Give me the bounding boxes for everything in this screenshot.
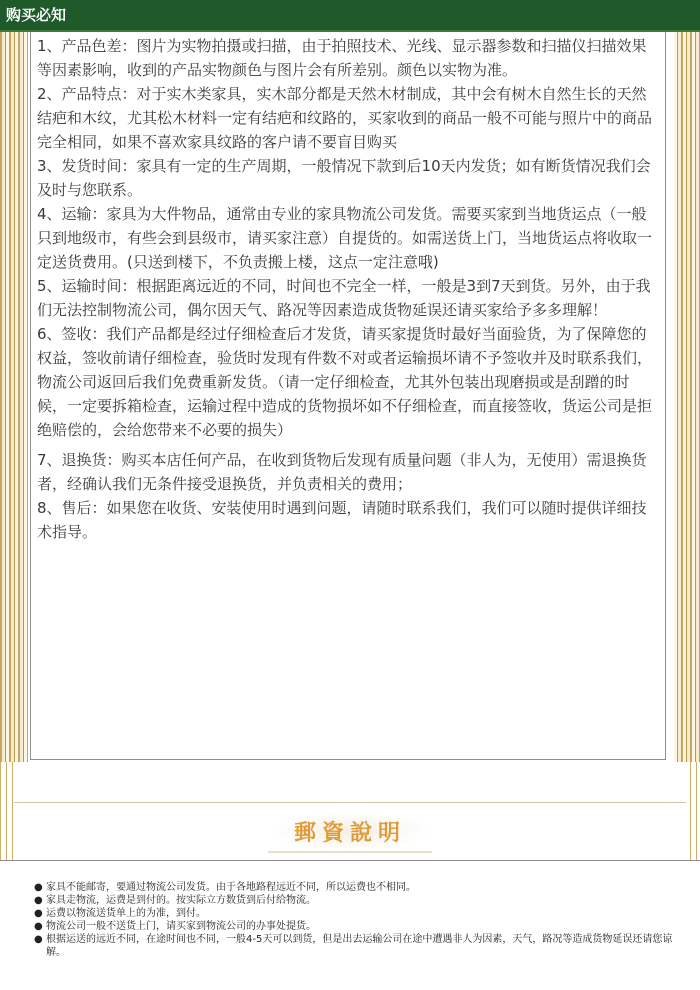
bullet-icon: ● xyxy=(34,882,43,893)
notice-returns: 7、退换货：购买本店任何产品，在收到货物后发现有质量问题（非人为，无使用）需退换货者，经确认我们无条件接受退换货，并负责相关的费用； xyxy=(37,451,647,493)
notice-transport: 4、运输：家具为大件物品，通常由专业的家具物流公司发货。需要买家到当地货运点（一般只到地级市，有些会到县级市，请买家注意）自提货的。如需送货上门，当地货运点将收取一定送货费用。(只送到楼下，不负责搬上楼，这点一定注意哦) xyxy=(37,205,653,271)
postage-item-text: 家具走物流，运费是到付的。按实际立方数货到后付给物流。 xyxy=(46,895,316,906)
postage-section xyxy=(0,860,700,990)
postage-title: 郵資說明 xyxy=(268,812,432,853)
left-decorative-stripes xyxy=(0,32,28,762)
list-item xyxy=(34,907,692,920)
postage-band-inner xyxy=(14,762,686,860)
notice-product-features: 2、产品特点：对于实木类家具，实木部分都是天然木材制成，其中会有树木自然生长的天然结疤和木纹，尤其松木材料一定有结疤和纹路的，买家收到的商品一般不可能与照片中的商品完全相同，如果不喜欢家具纹路的客户请不要盲目购买 xyxy=(37,85,653,151)
postage-item-text: 运费以物流送货单上的为准，到付。 xyxy=(46,908,206,919)
postage-item-text: 根据运送的远近不同，在途时间也不同，一般4-5天可以到货，但是出去运输公司在途中遭遇非人为因素，天气，路况等造成货物延误还请您谅解。 xyxy=(46,934,673,958)
band-divider xyxy=(14,802,686,803)
notice-title: 购买必知 xyxy=(6,6,67,24)
right-decorative-stripes xyxy=(674,32,700,762)
bullet-icon: ● xyxy=(34,921,43,932)
notice-shipping-time: 3、发货时间：家具有一定的生产周期，一般情况下款到后10天内发货；如有断货情况我们会及时与您联系。 xyxy=(37,157,651,199)
list-item xyxy=(34,920,692,933)
bullet-icon: ● xyxy=(34,895,43,906)
notice-content-box xyxy=(30,32,666,760)
postage-title-wrap xyxy=(14,812,686,853)
notice-signing: 6、签收：我们产品都是经过仔细检查后才发货，请买家提货时最好当面验货，为了保障您的权益，签收前请仔细检查，验货时发现有件数不对或者运输损坏请不予签收并及时联系我们，物流公司返回后我们免费重新发货。（请一定仔细检查，尤其外包装出现磨损或是刮蹭的时候，一定要拆箱检查，运输过程中造成的货物损坏如不仔细检查，而直接签收，货运公司是拒绝赔偿的，会给您带来不必要的损失） xyxy=(37,325,653,439)
postage-item-text: 物流公司一般不送货上门，请买家到物流公司的办事处提货。 xyxy=(46,921,316,932)
notice-header xyxy=(0,0,700,32)
postage-item-text: 家具不能邮寄，要通过物流公司发货。由于各地路程远近不同，所以运费也不相同。 xyxy=(46,882,416,893)
bullet-icon: ● xyxy=(34,908,43,919)
list-item xyxy=(34,894,692,907)
notice-transit-time: 5、运输时间：根据距离远近的不同，时间也不完全一样，一般是3到7天到货。另外，由于我们无法控制物流公司，偶尔因天气、路况等因素造成货物延误还请买家给予多多理解！ xyxy=(37,277,651,319)
notice-section xyxy=(0,32,700,762)
notice-color-difference: 1、产品色差：图片为实物拍摄或扫描，由于拍照技术、光线、显示器参数和扫描仪扫描效果等因素影响，收到的产品实物颜色与图片会有所差别。颜色以实物为准。 xyxy=(37,37,647,79)
postage-list xyxy=(34,881,692,959)
list-item xyxy=(34,933,692,959)
notice-after-sales: 8、售后：如果您在收货、安装使用时遇到问题，请随时联系我们，我们可以随时提供详细技术指导。 xyxy=(37,499,647,541)
bullet-icon: ● xyxy=(34,934,43,945)
list-item xyxy=(34,881,692,894)
postage-title-band xyxy=(0,762,700,860)
